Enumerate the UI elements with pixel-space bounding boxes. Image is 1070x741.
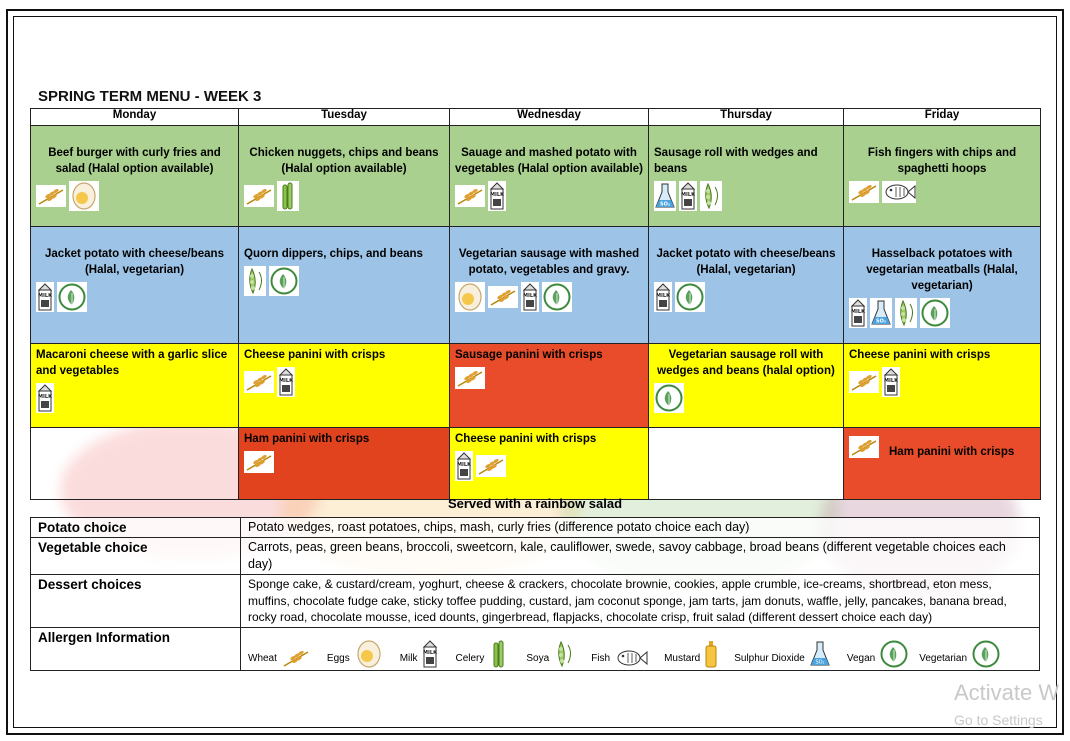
day-header-wednesday: Wednesday	[450, 109, 649, 126]
dish-name: Sauage and mashed potato with vegetables (Halal option available)	[455, 147, 643, 175]
svg-text:SO₂: SO₂	[815, 659, 825, 665]
svg-text:MILK: MILK	[884, 378, 898, 384]
svg-text:MILK: MILK	[457, 462, 471, 468]
wheat-icon	[244, 181, 274, 211]
svg-text:MILK: MILK	[38, 394, 52, 400]
soya-icon	[700, 181, 722, 211]
menu-cell	[31, 126, 239, 227]
dish-name: Macaroni cheese with a garlic slice and vegetables	[36, 349, 228, 377]
day-header-friday: Friday	[844, 109, 1041, 126]
vegetarian-icon	[269, 266, 299, 296]
dish-name: Ham panini with crisps	[244, 433, 370, 445]
soya-icon	[553, 639, 575, 669]
allergen-label: Eggs	[326, 652, 350, 664]
dish-name: Cheese panini with crisps	[244, 349, 386, 361]
menu-cell	[649, 126, 844, 227]
day-header-row	[31, 109, 1041, 126]
soya-icon	[244, 266, 266, 296]
menu-cell	[450, 428, 649, 500]
vegan-icon	[654, 383, 684, 413]
dish-name: Hasselback potatoes with vegetarian meatballs (Halal, vegetarian)	[866, 248, 1018, 292]
go-to-settings-watermark: Go to Settings	[954, 712, 1043, 728]
allergen-label: Mustard	[664, 652, 701, 664]
allergen-row	[31, 627, 1040, 670]
menu-cell	[649, 227, 844, 344]
day-header-tuesday: Tuesday	[239, 109, 450, 126]
wheat-icon	[455, 367, 485, 389]
svg-text:MILK: MILK	[851, 309, 865, 315]
vegetarian-icon	[542, 282, 572, 312]
menu-cell	[31, 227, 239, 344]
svg-text:MILK: MILK	[681, 192, 695, 198]
vegetarian-icon	[57, 282, 87, 312]
sulphur-dioxide-icon	[809, 639, 831, 669]
mustard-icon	[704, 639, 718, 669]
menu-cell	[239, 227, 450, 344]
vegetarian-icon	[920, 298, 950, 328]
fish-icon	[614, 647, 648, 669]
svg-text:SO₂: SO₂	[659, 201, 671, 208]
vegetable-row	[31, 538, 1040, 575]
wheat-icon	[455, 181, 485, 211]
vegetarian-icon	[971, 639, 1001, 669]
dish-name: Sausage panini with crisps	[455, 349, 603, 361]
vegetable-text: Carrots, peas, green beans, broccoli, sweetcorn, kale, cauliflower, swede, savoy cabbage, broad beans (different vegetable choices each day)	[241, 538, 1040, 575]
activate-windows-watermark: Activate W	[954, 680, 1060, 705]
dish-name: Cheese panini with crisps	[849, 349, 991, 361]
vegetable-label: Vegetable choice	[31, 538, 241, 575]
menu-cell	[239, 126, 450, 227]
egg-icon	[455, 282, 485, 312]
svg-text:MILK: MILK	[423, 649, 438, 656]
allergen-legend	[241, 627, 1040, 670]
salad-note: Served with a rainbow salad	[447, 496, 623, 511]
wheat-icon	[849, 181, 879, 203]
wheat-icon	[36, 181, 66, 211]
menu-cell	[844, 428, 1041, 500]
egg-icon	[69, 181, 99, 211]
wheat-icon	[488, 282, 518, 312]
menu-cell	[239, 344, 450, 428]
dish-name: Ham panini with crisps	[889, 446, 1015, 458]
wheat-icon	[849, 436, 879, 458]
wheat-icon	[244, 367, 274, 397]
menu-cell	[31, 428, 239, 500]
menu-cell	[649, 344, 844, 428]
milk-icon	[421, 639, 439, 669]
wheat-icon	[476, 451, 506, 481]
milk-icon	[488, 181, 506, 211]
milk-icon	[849, 298, 867, 328]
menu-cell	[31, 344, 239, 428]
menu-cell	[844, 344, 1041, 428]
dish-name: Vegetarian sausage with mashed potato, vegetables and gravy.	[458, 248, 640, 276]
dish-name: Jacket potato with cheese/beans (Halal, vegetarian)	[656, 248, 836, 276]
dish-name: Cheese panini with crisps	[455, 433, 597, 445]
allergen-label: Vegan	[846, 652, 876, 664]
menu-cell	[450, 126, 649, 227]
svg-text:MILK: MILK	[38, 293, 52, 299]
soya-icon	[895, 298, 917, 328]
wheat-icon	[849, 367, 879, 397]
dish-name: Chicken nuggets, chips and beans (Halal option available)	[249, 147, 439, 175]
menu-row	[31, 428, 1041, 500]
fish-icon	[882, 181, 916, 203]
celery-icon	[277, 181, 299, 211]
svg-text:MILK: MILK	[523, 293, 537, 299]
milk-icon	[36, 383, 54, 413]
allergen-label: Fish	[591, 652, 611, 664]
dessert-row	[31, 575, 1040, 628]
svg-text:MILK: MILK	[656, 293, 670, 299]
milk-icon	[679, 181, 697, 211]
dessert-label: Dessert choices	[31, 575, 241, 628]
milk-icon	[277, 367, 295, 397]
milk-icon	[36, 282, 54, 312]
vegan-icon	[879, 639, 909, 669]
allergen-label: Wheat	[248, 652, 277, 664]
svg-text:MILK: MILK	[490, 192, 504, 198]
day-header-monday: Monday	[31, 109, 239, 126]
menu-row	[31, 126, 1041, 227]
menu-cell	[450, 344, 649, 428]
menu-table	[30, 108, 1041, 500]
menu-cell	[649, 428, 844, 500]
allergen-label: Vegetarian	[919, 652, 968, 664]
allergen-label: Soya	[526, 652, 550, 664]
celery-icon	[488, 639, 510, 669]
allergen-label: Celery	[455, 652, 485, 664]
menu-row	[31, 344, 1041, 428]
allergen-label: Allergen Information	[31, 627, 241, 670]
milk-icon	[654, 282, 672, 312]
milk-icon	[521, 282, 539, 312]
potato-row	[31, 518, 1040, 538]
allergen-label: Sulphur Dioxide	[734, 652, 805, 664]
menu-cell	[450, 227, 649, 344]
dish-name: Jacket potato with cheese/beans (Halal, vegetarian)	[45, 248, 224, 276]
menu-row	[31, 227, 1041, 344]
dish-name: Sausage roll with wedges and beans	[654, 147, 818, 175]
sulphur-dioxide-icon	[870, 298, 892, 328]
sulphur-dioxide-icon	[654, 181, 676, 211]
page-title: SPRING TERM MENU - WEEK 3	[38, 88, 262, 105]
menu-cell	[239, 428, 450, 500]
potato-text: Potato wedges, roast potatoes, chips, mash, curly fries (difference potato choice each day)	[241, 518, 1040, 538]
dish-name: Fish fingers with chips and spaghetti hoops	[867, 147, 1017, 175]
allergen-label: Milk	[399, 652, 418, 664]
dish-name: Quorn dippers, chips, and beans	[244, 248, 423, 260]
milk-icon	[882, 367, 900, 397]
egg-icon	[354, 639, 384, 669]
svg-text:SO₂: SO₂	[875, 318, 887, 325]
dish-name: Vegetarian sausage roll with wedges and beans (halal option)	[657, 349, 835, 377]
vegetarian-icon	[675, 282, 705, 312]
day-header-thursday: Thursday	[649, 109, 844, 126]
svg-text:MILK: MILK	[279, 378, 293, 384]
potato-label: Potato choice	[31, 518, 241, 538]
dessert-text: Sponge cake, & custard/cream, yoghurt, cheese & crackers, chocolate brownie, cookies, apple crumble, ice-creams, shortbread, eton mess, muffins, chocolate fudge cake, sticky toffee pudding, custard, jam coconut sponge, jam tarts, jam donuts, waffle, jelly, pancakes, banana bread, rocky road, chocolate mousse, iced dounts, gingerbread, flapjacks, chocolate crisp, fruit salad (different dessert choice each day)	[241, 575, 1040, 628]
menu-cell	[844, 227, 1041, 344]
info-table	[30, 517, 1040, 671]
milk-icon	[455, 451, 473, 481]
dish-name: Beef burger with curly fries and salad (Halal option available)	[48, 147, 221, 175]
wheat-icon	[281, 647, 311, 669]
wheat-icon	[244, 451, 274, 473]
menu-cell	[844, 126, 1041, 227]
